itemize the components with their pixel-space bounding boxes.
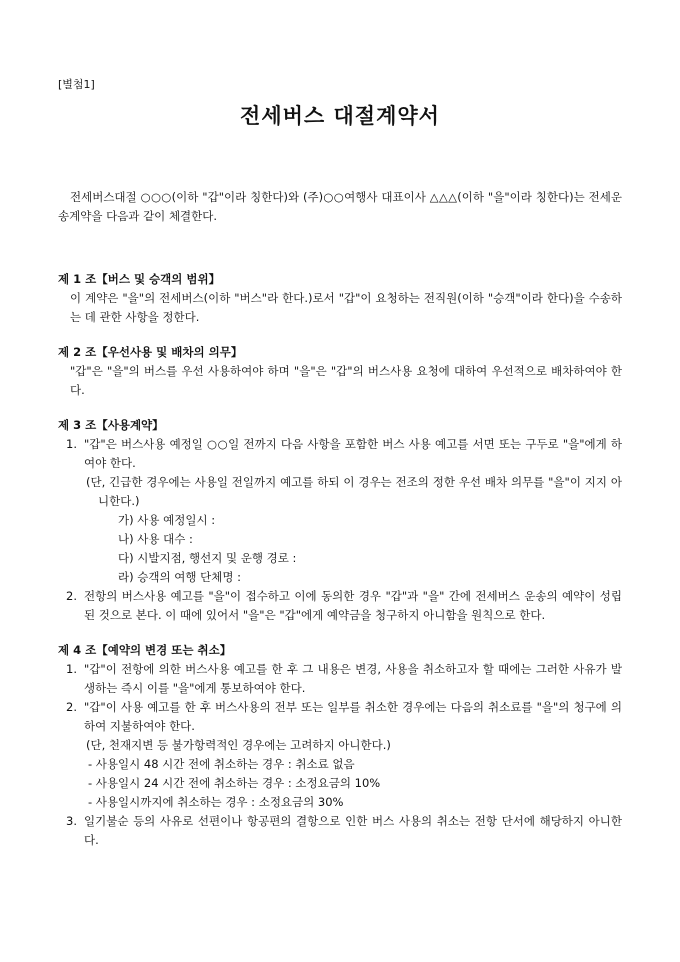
item-text: "갑"은 버스사용 예정일 ○○일 전까지 다음 사항을 포함한 버스 사용 예고를 서면 또는 구두로 "을"에게 하여야 한다. (84, 437, 622, 470)
item-text: 일기불순 등의 사유로 선편이나 항공편의 결항으로 인한 버스 사용의 취소는 전항 단서에 해당하지 아니한다. (84, 814, 622, 847)
item-text: "갑"이 전항에 의한 버스사용 예고를 한 후 그 내용은 변경, 사용을 취소하고자 할 때에는 그러한 사유가 발생하는 즉시 이를 "을"에게 통보하여야 한다. (84, 662, 622, 695)
intro-paragraph: 전세버스대절 ○○○(이하 "갑"이라 칭한다)와 (주)○○여행사 대표이사 △△△(이하 "을"이라 칭한다)는 전세운송계약을 다음과 같이 체결한다. (58, 190, 622, 223)
attachment-label: [별첨1] (58, 78, 95, 91)
article-4-fee-line: - 사용일시 48 시간 전에 취소하는 경우 : 취소료 없음 (88, 757, 355, 771)
article-3-subitem: 라) 승객의 여행 단체명 : (118, 570, 241, 584)
article-4-item-2 (58, 698, 622, 736)
article-1 (58, 270, 622, 327)
article-3-subitem: 다) 시발지점, 행선지 및 운행 경로 : (118, 551, 297, 565)
article-3-subitem: 나) 사용 대수 : (118, 532, 193, 546)
article-4-item-3 (58, 812, 622, 850)
item-number: 1. (66, 437, 77, 451)
article-1-body: 이 계약은 "을"의 전세버스(이하 "버스"라 한다.)로서 "갑"이 요청하는 전직원(이하 "승객"이라 한다)을 수송하는 데 관한 사항을 정한다. (70, 291, 622, 324)
article-4 (58, 641, 622, 850)
article-4-title: 제 4 조【예약의 변경 또는 취소】 (58, 643, 232, 657)
article-4-item-1 (58, 660, 622, 698)
article-4-fee-line: - 사용일시까지에 취소하는 경우 : 소정요금의 30% (88, 795, 344, 809)
article-4-note: (단, 천재지변 등 불가항력적인 경우에는 고려하지 아니한다.) (86, 738, 391, 752)
item-number: 3. (66, 814, 77, 828)
article-2 (58, 343, 622, 400)
item-number: 2. (66, 700, 77, 714)
article-3-subitem: 가) 사용 예정일시 : (118, 513, 216, 527)
article-3-note: (단, 긴급한 경우에는 사용일 전일까지 예고를 하되 이 경우는 전조의 정한 우선 배차 의무를 "을"이 지지 아니한다.) (86, 475, 622, 508)
article-2-title: 제 2 조【우선사용 및 배차의 의무】 (58, 345, 243, 359)
article-3 (58, 416, 622, 625)
article-4-fee-line: - 사용일시 24 시간 전에 취소하는 경우 : 소정요금의 10% (88, 776, 381, 790)
article-2-body: "갑"은 "을"의 버스를 우선 사용하여야 하며 "을"은 "갑"의 버스사용 요청에 대하여 우선적으로 배차하여야 한다. (70, 364, 622, 397)
article-3-item-1 (58, 435, 622, 473)
item-text: 전항의 버스사용 예고를 "을"이 접수하고 이에 동의한 경우 "갑"과 "을" 간에 전세버스 운송의 예약이 성립된 것으로 본다. 이 때에 있어서 "을"은 "갑"에게 예약금을 청구하지 아니함을 원칙으로 한다. (84, 589, 622, 622)
item-number: 1. (66, 662, 77, 676)
document-title: 전세버스 대절계약서 (240, 103, 440, 128)
article-1-title: 제 1 조【버스 및 승객의 범위】 (58, 272, 221, 286)
item-number: 2. (66, 589, 77, 603)
document-body (58, 188, 622, 866)
item-text: "갑"이 사용 예고를 한 후 버스사용의 전부 또는 일부를 취소한 경우에는 다음의 취소료를 "을"의 청구에 의하여 지불하여야 한다. (84, 700, 622, 733)
article-3-item-2 (58, 587, 622, 625)
article-3-title: 제 3 조【사용계약】 (58, 418, 164, 432)
